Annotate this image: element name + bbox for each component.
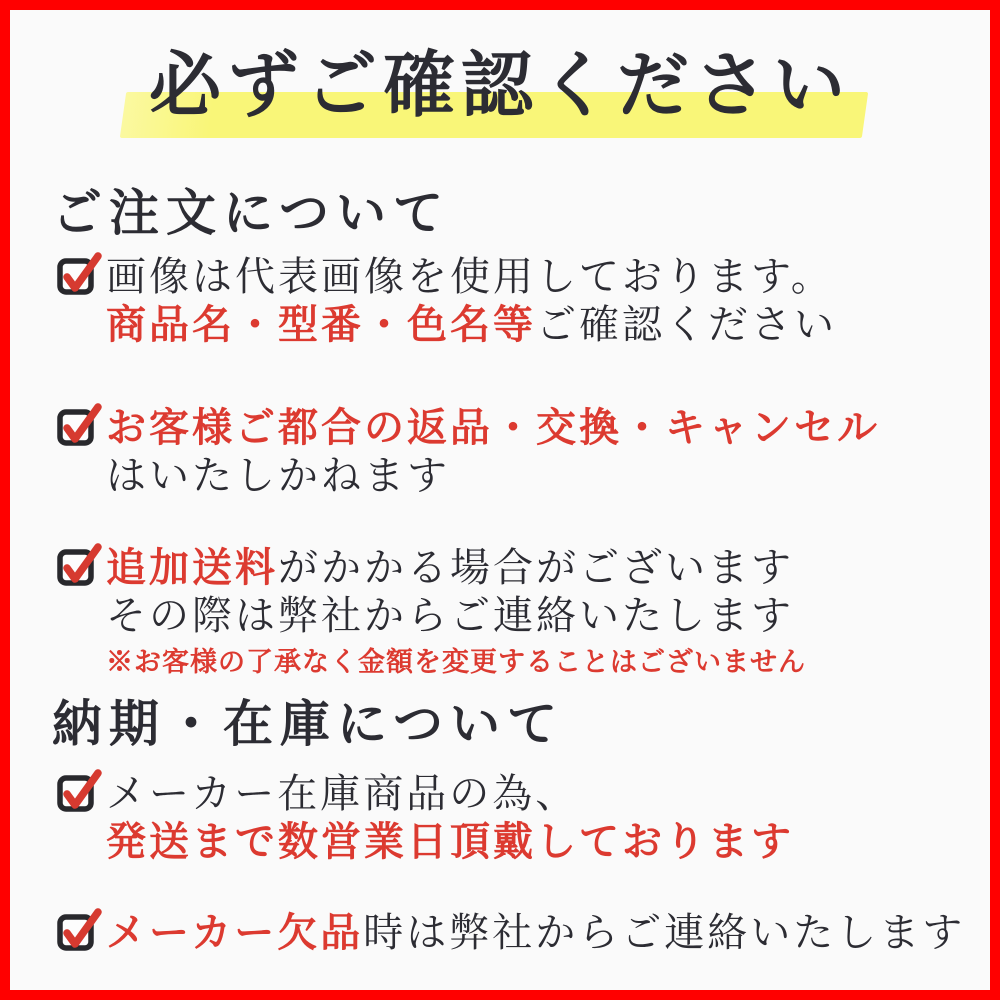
item-text [106,253,837,349]
text-segment-red: 発送まで数営業日頂戴しております [106,817,794,865]
item-text [106,909,965,957]
text-segment: ご確認ください [536,301,837,348]
text-segment-red: 商品名・型番・色名等 [106,300,536,348]
text-segment: はいたしかねます [106,452,450,499]
section-heading-delivery-stock: 納期・在庫について [52,693,564,753]
text-segment-red: お客様ご都合の返品・交換・キャンセル [106,403,880,451]
checklist-item-maker-stock [56,770,960,866]
page-title: 必ずご確認ください [148,42,851,127]
checklist-item-returns [56,404,960,500]
text-segment-red: メーカー欠品 [106,908,364,956]
checkbox-checked-icon [56,542,102,588]
checklist-item-extra-shipping [56,544,960,680]
item-text [106,770,794,866]
text-segment: メーカー在庫商品の為、 [106,770,579,817]
text-segment-red: 追加送料 [106,543,278,591]
checklist-item-maker-shortage [56,908,966,957]
price-change-note: ※お客様の了承なく金額を変更することはございません [106,646,806,678]
item-text [106,544,806,680]
text-segment: 画像は代表画像を使用しております。 [106,253,834,300]
checklist-item-representative-image [56,253,960,349]
checkbox-checked-icon [56,768,102,814]
section-heading-order: ご注文について [52,182,450,242]
checkbox-checked-icon [56,402,102,448]
title-block [10,44,990,127]
checkbox-checked-icon [56,907,102,953]
text-segment: その際は弊社からご連絡いたします [106,592,794,639]
text-segment: がかかる場合がございます [278,544,794,591]
checkbox-checked-icon [56,251,102,297]
text-segment: 時は弊社からご連絡いたします [363,909,966,956]
item-text [106,404,880,500]
